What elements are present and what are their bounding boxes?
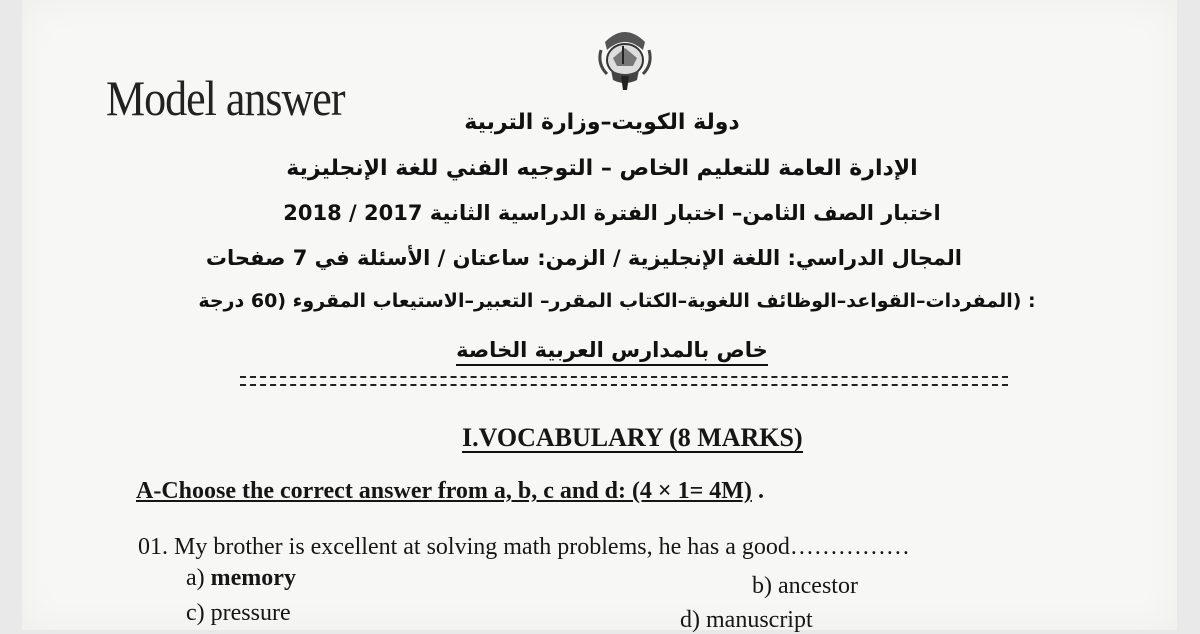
option-b-text: ancestor <box>778 573 858 599</box>
kuwait-emblem-icon <box>593 20 657 92</box>
instruction-end: . <box>751 478 764 504</box>
topics-line: : (المفردات–القواعد–الوظائف اللغوية–الكتاب المقرر– التعبير–الاستيعاب المقروء (60 درجة <box>198 290 1036 312</box>
header-divider <box>240 376 1008 378</box>
section-title: I.VOCABULARY (8 MARKS) <box>462 423 803 452</box>
option-c <box>186 600 291 627</box>
option-a-letter: a) <box>186 565 205 591</box>
model-answer-stamp: Model answer <box>106 71 345 126</box>
school-type-text: خاص بالمدارس العربية الخاصة <box>456 338 768 366</box>
instruction-line <box>136 478 764 505</box>
option-d-letter: d) <box>680 607 700 633</box>
school-type-line <box>442 338 782 362</box>
subject-line: المجال الدراسي: اللغة الإنجليزية / الزمن: ساعتان / الأسئلة في 7 صفحات <box>205 246 962 270</box>
header-divider-second <box>240 384 1008 386</box>
option-a <box>186 565 296 592</box>
administration-heading: الإدارة العامة للتعليم الخاص – التوجيه الفني للغة الإنجليزية <box>286 156 918 181</box>
option-c-letter: c) <box>186 600 205 626</box>
option-a-text: memory <box>210 565 296 591</box>
option-b <box>752 573 858 600</box>
option-b-letter: b) <box>752 573 772 599</box>
question-text: 01. My brother is excellent at solving math problems, he has a good…………… <box>138 534 910 560</box>
exam-title-heading: اختبار الصف الثامن– اختبار الفترة الدراسية الثانية 2017 / 2018 <box>283 201 941 225</box>
state-ministry-heading: دولة الكويت–وزارة التربية <box>464 110 740 135</box>
option-d-text: manuscript <box>706 607 813 633</box>
option-c-text: pressure <box>210 600 291 626</box>
instruction-text: A-Choose the correct answer from a, b, c and d: (4 × 1= 4M) <box>136 478 752 504</box>
exam-page <box>22 0 1177 633</box>
